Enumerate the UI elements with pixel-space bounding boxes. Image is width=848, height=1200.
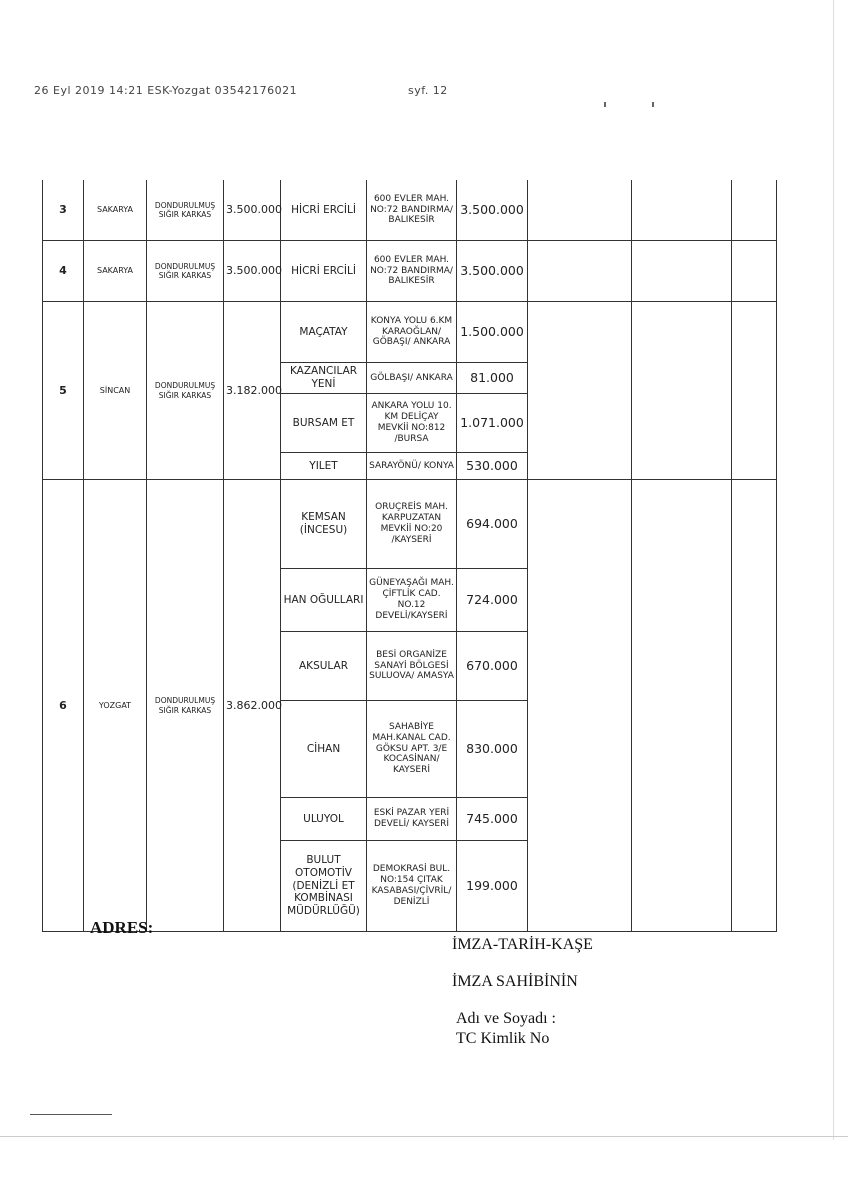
row-number: 5 <box>43 302 84 480</box>
company-address-cell: ORUÇREİS MAH. KARPUZATAN MEVKİİ NO:20 /KAYSERİ <box>367 480 457 569</box>
row-number: 3 <box>43 180 84 241</box>
allocated-quantity-cell: 745.000 <box>457 798 528 841</box>
company-cell: HİCRİ ERCİLİ <box>281 241 367 302</box>
total-quantity-cell: 3.500.000 <box>224 180 281 241</box>
province-cell: SAKARYA <box>84 241 147 302</box>
signature-owner-label: İMZA SAHİBİNİN <box>452 973 578 990</box>
company-cell: HİCRİ ERCİLİ <box>281 180 367 241</box>
tc-id-label: TC Kimlik No <box>456 1030 550 1047</box>
total-quantity-cell: 3.182.000 <box>224 302 281 480</box>
company-address-cell: 600 EVLER MAH. NO:72 BANDIRMA/ BALIKESİR <box>367 180 457 241</box>
company-cell: BULUT OTOMOTİV (DENİZLİ ET KOMBİNASI MÜDÜRLÜĞÜ) <box>281 841 367 932</box>
company-address-cell: ESKİ PAZAR YERİ DEVELİ/ KAYSERİ <box>367 798 457 841</box>
company-address-cell: BESİ ORGANİZE SANAYİ BÖLGESİ SULUOVA/ AMASYA <box>367 632 457 701</box>
scan-bottom-line <box>0 1136 848 1137</box>
empty-cell <box>528 180 632 241</box>
signature-line <box>30 1114 112 1115</box>
company-cell: KEMSAN (İNCESU) <box>281 480 367 569</box>
allocated-quantity-cell: 830.000 <box>457 701 528 798</box>
table-row <box>43 180 777 241</box>
name-surname-label: Adı ve Soyadı : <box>456 1010 556 1027</box>
company-address-cell: ANKARA YOLU 10. KM DELİÇAY MEVKİİ NO:812 /BURSA <box>367 394 457 453</box>
company-cell: HAN OĞULLARI <box>281 569 367 632</box>
row-number: 4 <box>43 241 84 302</box>
row-number: 6 <box>43 480 84 932</box>
empty-cell <box>632 302 732 480</box>
company-address-cell: SAHABİYE MAH.KANAL CAD. GÖKSU APT. 3/E KOCASİNAN/ KAYSERİ <box>367 701 457 798</box>
empty-cell <box>732 302 777 480</box>
empty-cell <box>732 241 777 302</box>
empty-cell <box>528 480 632 932</box>
company-address-cell: KONYA YOLU 6.KM KARAOĞLAN/ GÖBAŞI/ ANKARA <box>367 302 457 363</box>
scan-mark <box>604 102 606 107</box>
company-cell: AKSULAR <box>281 632 367 701</box>
empty-cell <box>732 480 777 932</box>
province-cell: SİNCAN <box>84 302 147 480</box>
allocated-quantity-cell: 530.000 <box>457 453 528 480</box>
signature-date-stamp-label: İMZA-TARİH-KAŞE <box>452 936 593 953</box>
company-address-cell: 600 EVLER MAH. NO:72 BANDIRMA/ BALIKESİR <box>367 241 457 302</box>
allocated-quantity-cell: 81.000 <box>457 363 528 394</box>
company-cell: CİHAN <box>281 701 367 798</box>
company-cell: YILET <box>281 453 367 480</box>
allocated-quantity-cell: 724.000 <box>457 569 528 632</box>
page-number: syf. 12 <box>408 84 448 97</box>
empty-cell <box>528 302 632 480</box>
allocated-quantity-cell: 3.500.000 <box>457 180 528 241</box>
product-cell: DONDURULMUŞ SIĞIR KARKAS <box>147 302 224 480</box>
product-cell: DONDURULMUŞ SIĞIR KARKAS <box>147 180 224 241</box>
allocated-quantity-cell: 3.500.000 <box>457 241 528 302</box>
allocated-quantity-cell: 694.000 <box>457 480 528 569</box>
empty-cell <box>632 241 732 302</box>
fax-header: 26 Eyl 2019 14:21 ESK-Yozgat 03542176021 <box>34 84 298 97</box>
scan-mark <box>652 102 654 107</box>
empty-cell <box>632 180 732 241</box>
company-cell: ULUYOL <box>281 798 367 841</box>
table-row <box>43 241 777 302</box>
allocated-quantity-cell: 670.000 <box>457 632 528 701</box>
product-cell: DONDURULMUŞ SIĞIR KARKAS <box>147 480 224 932</box>
total-quantity-cell: 3.862.000 <box>224 480 281 932</box>
scan-edge-line <box>833 0 834 1140</box>
table-row <box>43 302 777 363</box>
empty-cell <box>632 480 732 932</box>
company-address-cell: SARAYÖNÜ/ KONYA <box>367 453 457 480</box>
company-cell: BURSAM ET <box>281 394 367 453</box>
province-cell: YOZGAT <box>84 480 147 932</box>
company-address-cell: GÖLBAŞI/ ANKARA <box>367 363 457 394</box>
address-label: ADRES: <box>90 918 154 937</box>
allocated-quantity-cell: 199.000 <box>457 841 528 932</box>
company-cell: KAZANCILAR YENİ <box>281 363 367 394</box>
empty-cell <box>528 241 632 302</box>
company-cell: MAÇATAY <box>281 302 367 363</box>
company-address-cell: DEMOKRASİ BUL. NO:154 ÇITAK KASABASI/ÇİVRİL/ DENİZLİ <box>367 841 457 932</box>
allocated-quantity-cell: 1.071.000 <box>457 394 528 453</box>
product-cell: DONDURULMUŞ SIĞIR KARKAS <box>147 241 224 302</box>
total-quantity-cell: 3.500.000 <box>224 241 281 302</box>
company-address-cell: GÜNEYAŞAĞI MAH. ÇİFTLİK CAD. NO.12 DEVELİ/KAYSERİ <box>367 569 457 632</box>
province-cell: SAKARYA <box>84 180 147 241</box>
empty-cell <box>732 180 777 241</box>
allocated-quantity-cell: 1.500.000 <box>457 302 528 363</box>
distribution-table <box>42 180 777 932</box>
table-row <box>43 480 777 569</box>
